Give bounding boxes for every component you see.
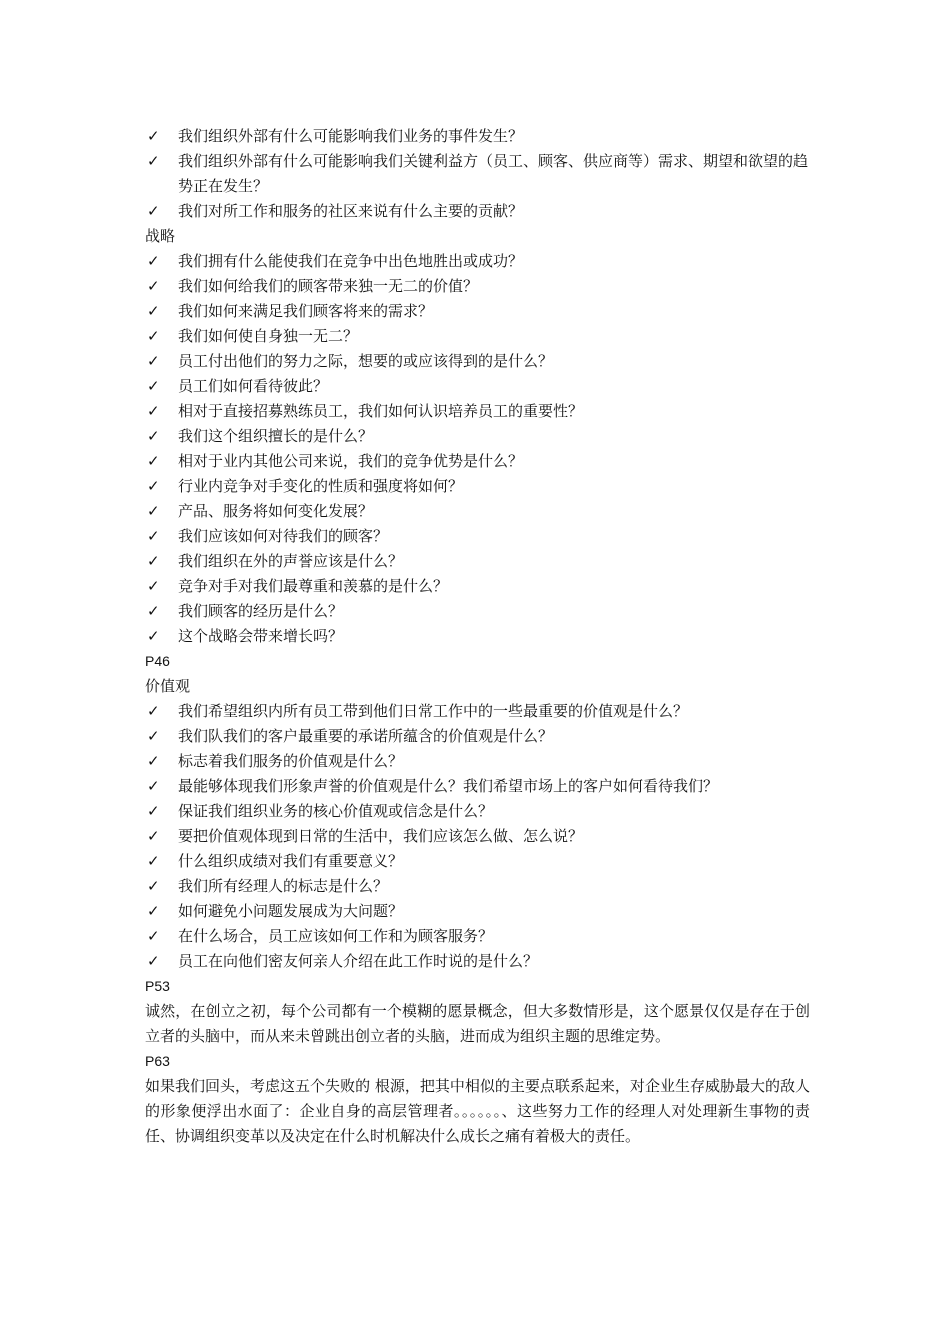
checklist-item-text: 我们如何给我们的顾客带来独一无二的价值？ bbox=[178, 277, 479, 295]
checklist-item-text: 在什么场合，员工应该如何工作和为顾客服务？ bbox=[178, 927, 494, 945]
values-checklist bbox=[145, 699, 810, 974]
checkmark-icon: ✓ bbox=[147, 527, 160, 545]
checklist-item-text: 我们应该如何对待我们的顾客？ bbox=[178, 527, 389, 545]
checkmark-icon: ✓ bbox=[147, 502, 160, 520]
checklist-item bbox=[145, 424, 810, 449]
checklist-item-text: 我们组织外部有什么可能影响我们业务的事件发生？ bbox=[178, 127, 524, 145]
checkmark-icon: ✓ bbox=[147, 702, 160, 720]
checklist-item-text: 我们所有经理人的标志是什么？ bbox=[178, 877, 389, 895]
checkmark-icon: ✓ bbox=[147, 852, 160, 870]
checklist-item-text: 员工们如何看待彼此？ bbox=[178, 377, 329, 395]
checklist-item-text: 如何避免小问题发展成为大问题？ bbox=[178, 902, 404, 920]
checklist-item bbox=[145, 749, 810, 774]
checkmark-icon: ✓ bbox=[147, 927, 160, 945]
checklist-item bbox=[145, 474, 810, 499]
checklist-item bbox=[145, 624, 810, 649]
checklist-item-text: 产品、服务将如何变化发展？ bbox=[178, 502, 374, 520]
checkmark-icon: ✓ bbox=[147, 602, 160, 620]
checklist-item bbox=[145, 249, 810, 274]
checklist-item bbox=[145, 549, 810, 574]
checkmark-icon: ✓ bbox=[147, 302, 160, 320]
checklist-item bbox=[145, 199, 810, 224]
checklist-item bbox=[145, 599, 810, 624]
checkmark-icon: ✓ bbox=[147, 252, 160, 270]
checklist-item bbox=[145, 449, 810, 474]
checkmark-icon: ✓ bbox=[147, 377, 160, 395]
checklist-item-text: 员工付出他们的努力之际，想要的或应该得到的是什么？ bbox=[178, 352, 554, 370]
section-heading-strategy: 战略 bbox=[145, 227, 176, 245]
checklist-item-text: 我们如何来满足我们顾客将来的需求？ bbox=[178, 302, 434, 320]
checklist-item-text: 我们对所工作和服务的社区来说有什么主要的贡献？ bbox=[178, 202, 524, 220]
checkmark-icon: ✓ bbox=[147, 727, 160, 745]
checklist-item-text: 员工在向他们密友何亲人介绍在此工作时说的是什么？ bbox=[178, 952, 539, 970]
checkmark-icon: ✓ bbox=[147, 802, 160, 820]
checklist-item bbox=[145, 499, 810, 524]
checklist-item bbox=[145, 924, 810, 949]
checklist-item bbox=[145, 374, 810, 399]
checklist-item bbox=[145, 774, 810, 799]
checkmark-icon: ✓ bbox=[147, 327, 160, 345]
checklist-item-text: 我们组织外部有什么可能影响我们关键利益方（员工、顾客、供应商等）需求、期望和欲望的趋势正在发生？ bbox=[178, 152, 809, 195]
checklist-item-text: 这个战略会带来增长吗？ bbox=[178, 627, 344, 645]
checkmark-icon: ✓ bbox=[147, 552, 160, 570]
body-paragraph: 如果我们回头，考虑这五个失败的 根源，把其中相似的主要点联系起来，对企业生存威胁最大的敌人的形象便浮出水面了：企业自身的高层管理者。。。。。。、这些努力工作的经理人对处理新生事物的责任、协调组织变革以及决定在什么时机解决什么成长之痛有着极大的责任。 bbox=[145, 1077, 810, 1145]
checkmark-icon: ✓ bbox=[147, 452, 160, 470]
checkmark-icon: ✓ bbox=[147, 827, 160, 845]
strategy-checklist bbox=[145, 249, 810, 649]
checkmark-icon: ✓ bbox=[147, 402, 160, 420]
checklist-item-text: 我们希望组织内所有员工带到他们日常工作中的一些最重要的价值观是什么？ bbox=[178, 702, 689, 720]
checklist-item bbox=[145, 349, 810, 374]
page-reference: P63 bbox=[145, 1053, 170, 1069]
checkmark-icon: ✓ bbox=[147, 352, 160, 370]
page-reference: P46 bbox=[145, 653, 170, 669]
checklist-item bbox=[145, 324, 810, 349]
checklist-item bbox=[145, 524, 810, 549]
checklist-item bbox=[145, 124, 810, 149]
checklist-item bbox=[145, 299, 810, 324]
checkmark-icon: ✓ bbox=[147, 427, 160, 445]
checkmark-icon: ✓ bbox=[147, 902, 160, 920]
checklist-item-text: 我们这个组织擅长的是什么？ bbox=[178, 427, 374, 445]
checklist-item-text: 最能够体现我们形象声誉的价值观是什么？我们希望市场上的客户如何看待我们？ bbox=[178, 777, 719, 795]
checkmark-icon: ✓ bbox=[147, 277, 160, 295]
checklist-item-text: 我们拥有什么能使我们在竞争中出色地胜出或成功？ bbox=[178, 252, 524, 270]
checklist-item bbox=[145, 149, 810, 199]
checklist-item-text: 我们顾客的经历是什么？ bbox=[178, 602, 344, 620]
checklist-item bbox=[145, 824, 810, 849]
checkmark-icon: ✓ bbox=[147, 752, 160, 770]
checklist-item-text: 竞争对手对我们最尊重和羡慕的是什么？ bbox=[178, 577, 449, 595]
checklist-item-text: 要把价值观体现到日常的生活中，我们应该怎么做、怎么说？ bbox=[178, 827, 584, 845]
checklist-item-text: 我们队我们的客户最重要的承诺所蕴含的价值观是什么？ bbox=[178, 727, 554, 745]
checkmark-icon: ✓ bbox=[147, 127, 160, 145]
body-paragraph: 诚然，在创立之初，每个公司都有一个模糊的愿景概念，但大多数情形是，这个愿景仅仅是存在于创立者的头脑中，而从来未曾跳出创立者的头脑，进而成为组织主题的思维定势。 bbox=[145, 1002, 810, 1045]
section-heading-values: 价值观 bbox=[145, 677, 191, 695]
checklist-item bbox=[145, 849, 810, 874]
checklist-item-text: 相对于直接招募熟练员工，我们如何认识培养员工的重要性？ bbox=[178, 402, 584, 420]
checkmark-icon: ✓ bbox=[147, 777, 160, 795]
checklist-item bbox=[145, 799, 810, 824]
checklist-item-text: 我们组织在外的声誉应该是什么？ bbox=[178, 552, 404, 570]
checklist-item bbox=[145, 574, 810, 599]
checklist-item-text: 什么组织成绩对我们有重要意义？ bbox=[178, 852, 404, 870]
checklist-item bbox=[145, 699, 810, 724]
checkmark-icon: ✓ bbox=[147, 577, 160, 595]
checklist-item bbox=[145, 874, 810, 899]
checklist-item bbox=[145, 949, 810, 974]
checklist-item bbox=[145, 724, 810, 749]
checklist-item bbox=[145, 274, 810, 299]
checklist-item-text: 保证我们组织业务的核心价值观或信念是什么？ bbox=[178, 802, 494, 820]
checkmark-icon: ✓ bbox=[147, 877, 160, 895]
page-reference: P53 bbox=[145, 978, 170, 994]
checklist-item-text: 标志着我们服务的价值观是什么？ bbox=[178, 752, 404, 770]
checkmark-icon: ✓ bbox=[147, 477, 160, 495]
checkmark-icon: ✓ bbox=[147, 202, 160, 220]
checkmark-icon: ✓ bbox=[147, 627, 160, 645]
checklist-item-text: 行业内竞争对手变化的性质和强度将如何？ bbox=[178, 477, 464, 495]
checkmark-icon: ✓ bbox=[147, 152, 160, 170]
checklist-item-text: 我们如何使自身独一无二？ bbox=[178, 327, 359, 345]
checklist-item bbox=[145, 399, 810, 424]
checklist-item-text: 相对于业内其他公司来说，我们的竞争优势是什么？ bbox=[178, 452, 524, 470]
checkmark-icon: ✓ bbox=[147, 952, 160, 970]
document-page bbox=[145, 124, 810, 1149]
checklist-item bbox=[145, 899, 810, 924]
